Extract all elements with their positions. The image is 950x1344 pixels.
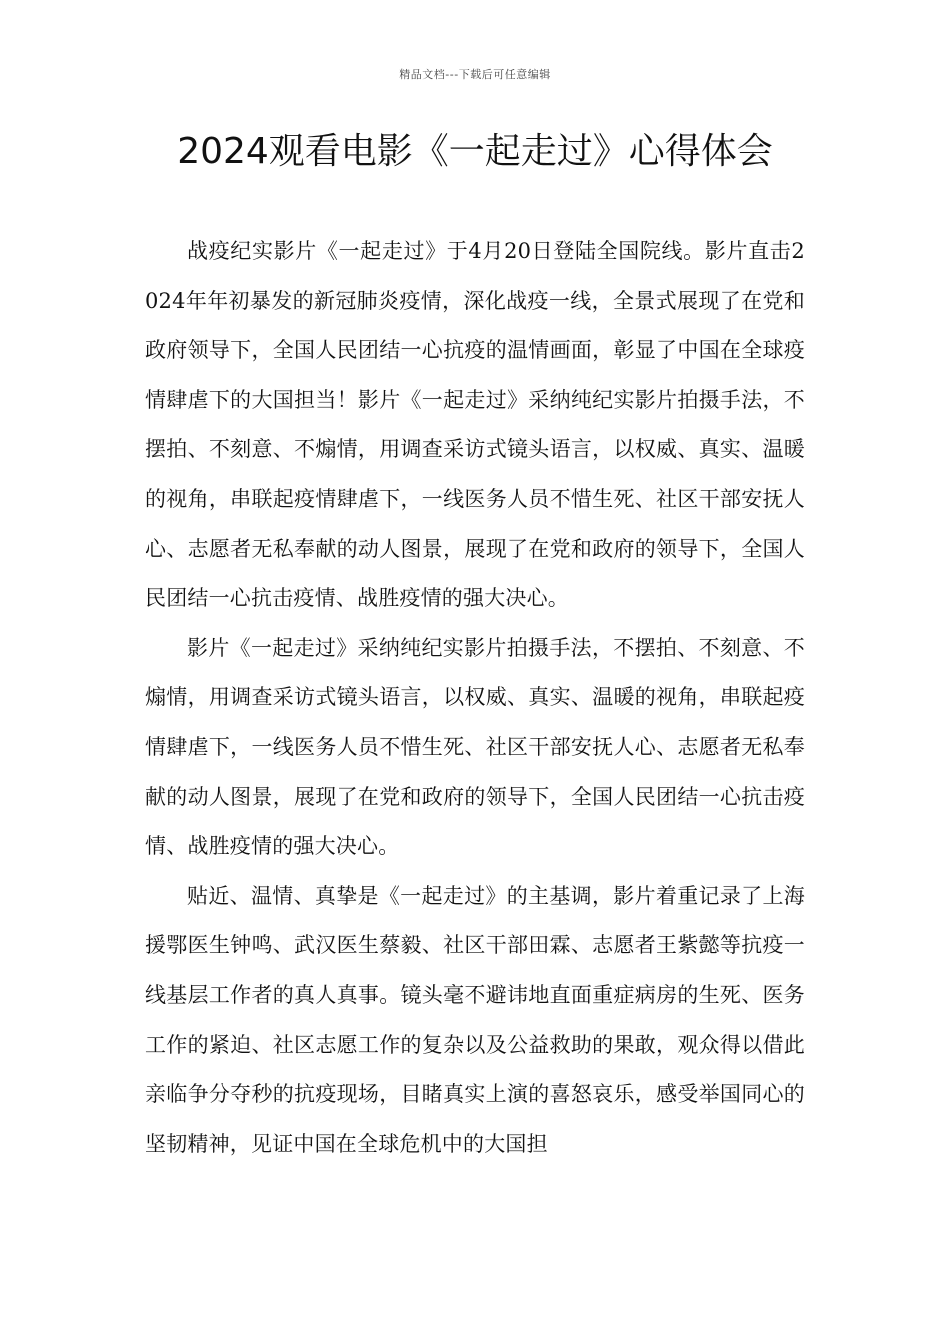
- document-title: 2024观看电影《一起走过》心得体会: [177, 131, 773, 172]
- header-note: 精品文档---下载后可任意编辑: [399, 68, 551, 81]
- paragraph-1: 战疫纪实影片《一起走过》于4月20日登陆全国院线。影片直击2024年年初暴发的新冠肺炎疫情，深化战疫一线，全景式展现了在党和政府领导下，全国人民团结一心抗疫的温情画面，彰显了中国在全球疫情肆虐下的大国担当！影片《一起走过》采纳纯纪实影片拍摄手法，不摆拍、不刻意、不煽情，用调查采访式镜头语言，以权威、真实、温暖的视角，串联起疫情肆虐下，一线医务人员不惜生死、社区干部安抚人心、志愿者无私奉献的动人图景，展现了在党和政府的领导下，全国人民团结一心抗击疫情、战胜疫情的强大决心。: [145, 239, 805, 611]
- document-body: [145, 227, 805, 1169]
- paragraph-2: 影片《一起走过》采纳纯纪实影片拍摄手法，不摆拍、不刻意、不煽情，用调查采访式镜头语言，以权威、真实、温暖的视角，串联起疫情肆虐下，一线医务人员不惜生死、社区干部安抚人心、志愿者无私奉献的动人图景，展现了在党和政府的领导下，全国人民团结一心抗击疫情、战胜疫情的强大决心。: [145, 635, 805, 859]
- paragraph-3: 贴近、温情、真挚是《一起走过》的主基调，影片着重记录了上海援鄂医生钟鸣、武汉医生蔡毅、社区干部田霖、志愿者王紫懿等抗疫一线基层工作者的真人真事。镜头毫不避讳地直面重症病房的生死、医务工作的紧迫、社区志愿工作的复杂以及公益救助的果敢，观众得以借此亲临争分夺秒的抗疫现场，目睹真实上演的喜怒哀乐，感受举国同心的坚韧精神，见证中国在全球危机中的大国担: [145, 883, 805, 1156]
